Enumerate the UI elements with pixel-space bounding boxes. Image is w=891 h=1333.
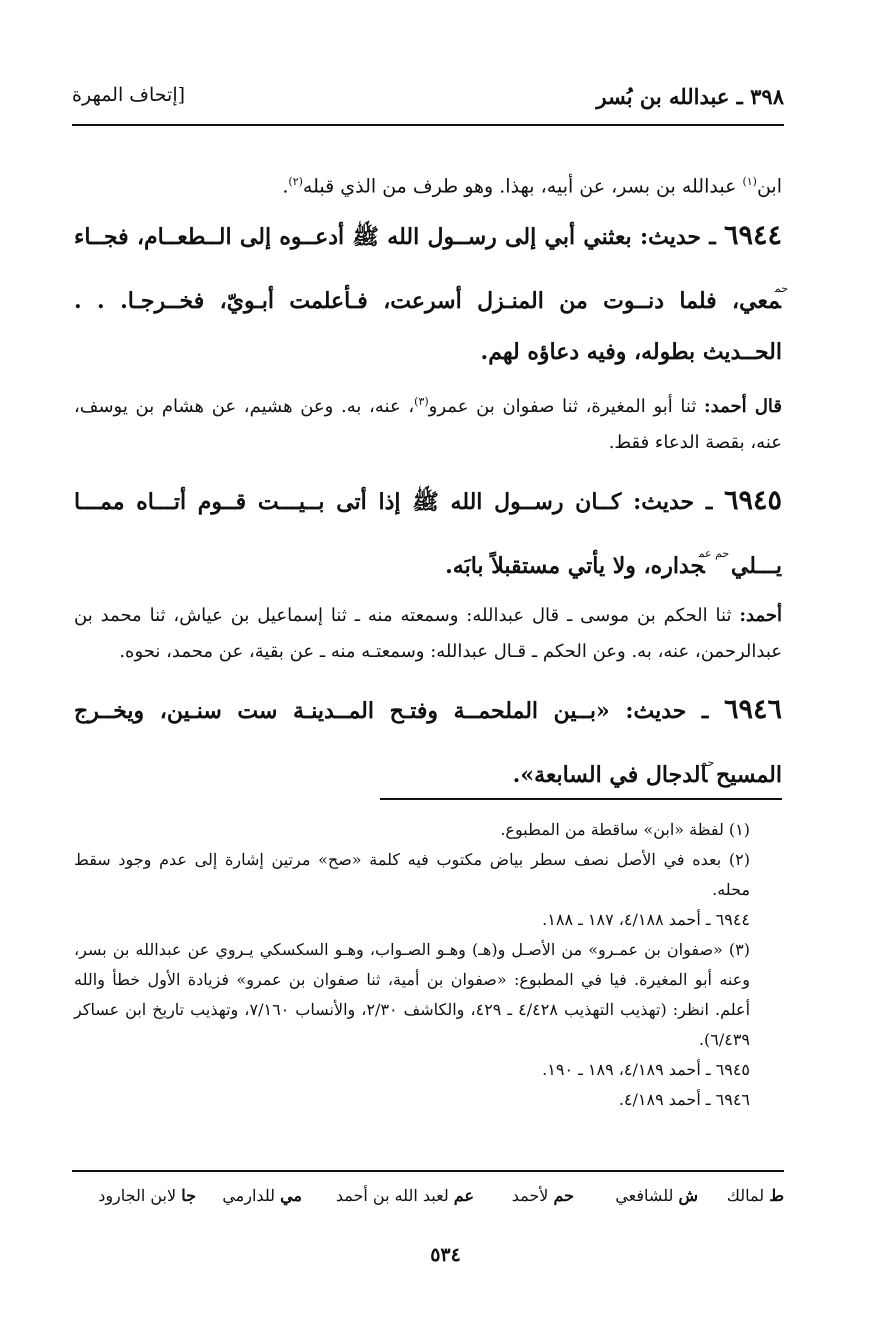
reference-line: ٦٩٤٤ ـ أحمد ٤/١٨٨، ١٨٧ ـ ١٨٨. — [542, 910, 750, 929]
isnad-paragraph — [74, 384, 782, 461]
siglum-entry — [98, 1186, 196, 1205]
siglum-label: لمالك — [726, 1186, 765, 1205]
siglum-entry — [615, 1186, 698, 1205]
sigla-rule — [72, 1170, 784, 1172]
siglum-label: لابن الجارود — [98, 1186, 177, 1205]
siglum-code: ش — [678, 1186, 698, 1205]
siglum-code: ط — [769, 1186, 784, 1205]
siglum-code: حم — [553, 1186, 574, 1205]
siglum-label: للشافعي — [615, 1186, 674, 1205]
source-siglum: حم — [701, 756, 715, 770]
isnad-label: أحمد: — [739, 605, 782, 627]
reference-line: ٦٩٤٥ ـ أحمد ٤/١٨٩، ١٨٩ ـ ١٩٠. — [542, 1060, 750, 1079]
isnad-text: ثنا أبو المغيرة، ثنا صفوان بن عمرو — [428, 396, 704, 418]
siglum-entry — [336, 1186, 474, 1205]
footnote-rule — [380, 798, 782, 800]
header-rule — [72, 124, 784, 126]
hadith-entry — [74, 475, 782, 592]
hadith-text: معي، فلما دنــوت من المنـزل أسرعت، فـأعلمت أبـويّ، فخــرجـا. . . الحــديث بطوله، وفيه دعاؤه لهم. — [74, 288, 782, 366]
siglum-entry — [222, 1186, 302, 1205]
siglum-entry — [727, 1186, 784, 1205]
isnad-text: ، عنه، به. وعن هشيم، عن هشام بن يوسف، عنه، بقصة الدعاء فقط. — [74, 396, 782, 454]
intro-paragraph — [74, 162, 782, 206]
footnote-marker: (٣) — [414, 395, 429, 409]
hadith-number: ٦٩٤٤ — [723, 220, 782, 252]
isnad-text: ثنا الحكم بن موسى ـ قال عبدالله: وسمعته منه ـ ثنا إسماعيل بن عياش، ثنا محمد بن عبدالرحمن، عنه، به. وعن الحكم ـ قـال عبدالله: وسمعتـه منه ـ عن بقية، عن محمد، نحوه. — [74, 605, 782, 663]
isnad-paragraph — [74, 598, 782, 670]
footnote-marker: (٢) — [288, 175, 303, 188]
sigla-legend — [72, 1186, 784, 1216]
page-number: ٥٣٤ — [430, 1244, 461, 1266]
footnote: (١) لفظة «ابن» ساقطة من المطبوع. — [500, 820, 750, 839]
running-header — [72, 84, 784, 118]
footnote-marker: (١) — [742, 175, 757, 188]
book-title: [إتحاف المهرة — [72, 84, 186, 106]
siglum-code: جا — [181, 1186, 196, 1205]
source-siglum: حم — [774, 282, 788, 296]
footnote: (٢) بعده في الأصل نصف سطر بياض مكتوب فيه كلمة «صح» مرتين إشارة إلى عدم وجود سقط محله. — [74, 850, 750, 899]
intro-text: ابن — [756, 175, 782, 198]
siglum-entry — [512, 1186, 574, 1205]
hadith-number: ٦٩٤٥ — [723, 485, 782, 517]
intro-text: . — [282, 175, 289, 198]
hadith-text: ـ حديث: بعثني أبي إلى رســول الله ﷺ أدعــوه إلى الــطعــام، فجــاء — [74, 224, 724, 251]
main-text — [74, 162, 788, 807]
siglum-label: للدارمي — [222, 1186, 275, 1205]
source-siglum: حم عم — [698, 547, 730, 561]
intro-text: عبدالله بن بسر، عن أبيه، بهذا. وهو طرف من الذي قبله — [302, 175, 743, 198]
chapter-title: ٣٩٨ ـ عبدالله بن بُسر — [596, 84, 784, 109]
siglum-code: عم — [453, 1186, 474, 1205]
hadith-number: ٦٩٤٦ — [723, 694, 782, 726]
siglum-code: مي — [280, 1186, 302, 1205]
hadith-text: ـ حديث: «بــين الملحمــة وفتـح المــدينـة ست سنـين، ويخــرج المسيح — [74, 698, 782, 789]
hadith-entry — [74, 684, 782, 801]
hadith-text: الدجال في السابعة». — [512, 762, 708, 789]
siglum-label: لأحمد — [511, 1186, 549, 1205]
reference-line: ٦٩٤٦ ـ أحمد ٤/١٨٩. — [618, 1090, 750, 1109]
footnotes — [74, 815, 782, 1115]
footnote: (٣) «صفوان بن عمـرو» من الأصـل و(هـ) وهـو الصـواب، وهـو السكسكي يـروي عن عبدالله بن بسر، وعنه أبو المغيرة. فيا في المطبوع: «صفوان بن أمية، ثنا صفوان بن عمرو» فزيادة الأول خطأ والله أعلم. انظر: (تهذيب التهذيب ٤/٤٢٨ ـ ٤٢٩، والكاشف ٢/٣٠، والأنساب ٧/١٦٠، وتهذيب تاريخ ابن عساكر ٦/٤٣٩). — [74, 940, 751, 1049]
siglum-label: لعبد الله بن أحمد — [335, 1186, 449, 1205]
hadith-text: ـ حديث: كــان رســول الله ﷺ إذا أتى بــيـــت قــوم أتـــاه ممـــا يـــلي — [74, 489, 782, 580]
hadith-text: جداره، ولا يأتي مستقبلاً بابَه. — [445, 553, 705, 580]
isnad-label: قال أحمد: — [704, 396, 782, 418]
hadith-entry — [74, 210, 788, 378]
